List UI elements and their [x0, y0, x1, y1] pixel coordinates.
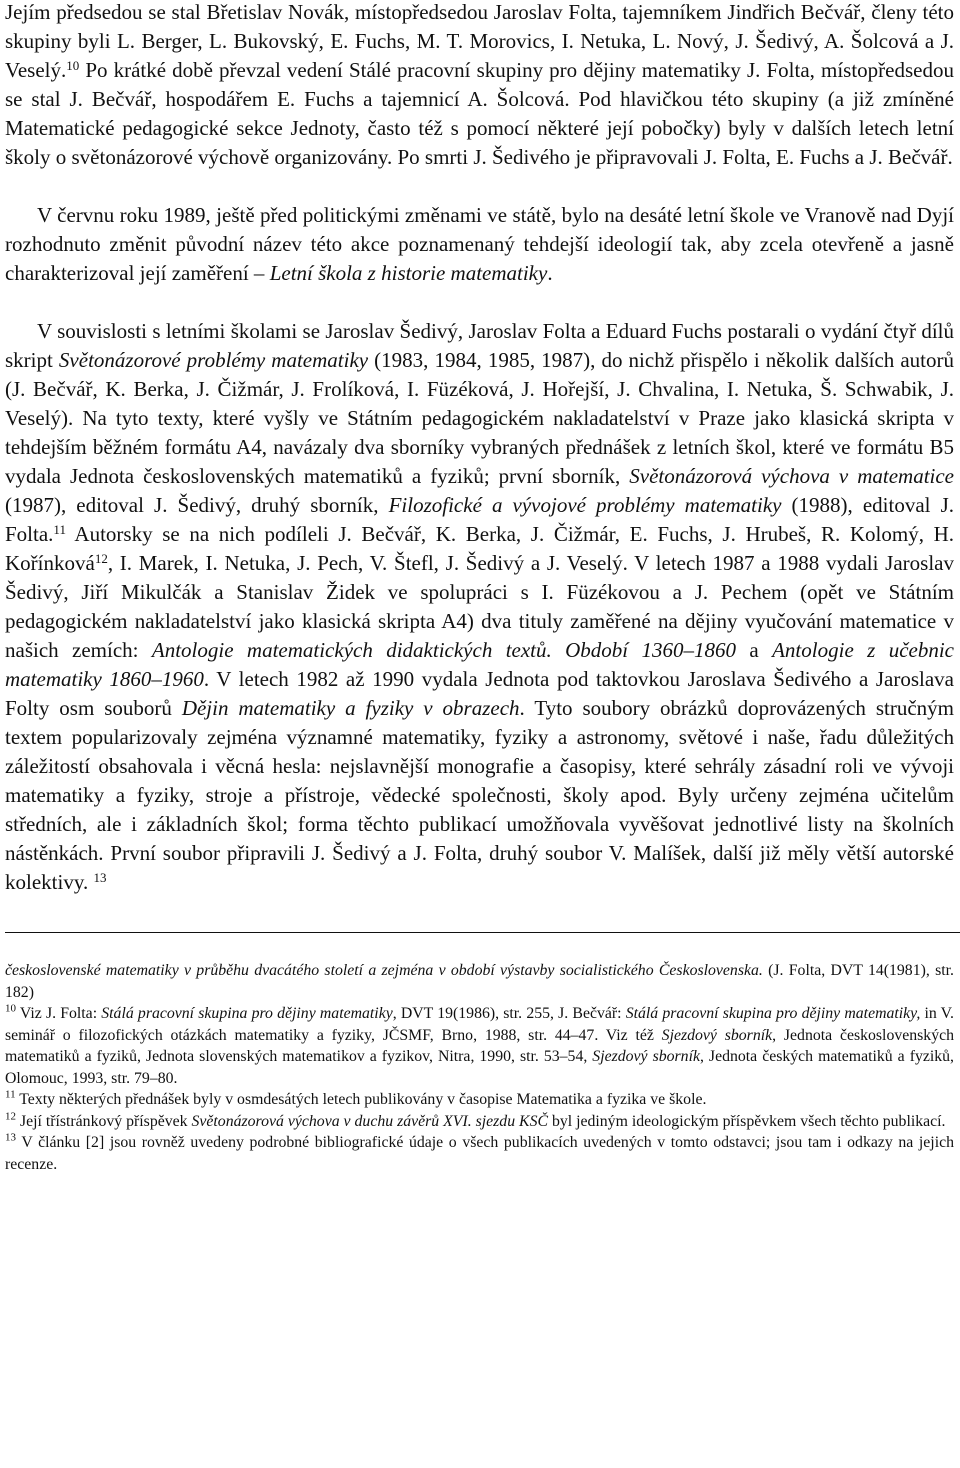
text-run: in V. seminář o filozofických otázkách matematiky a fyziky, JČSMF, Brno, 1988, str. 44–47. Viz též	[5, 1005, 954, 1044]
footnote-10	[5, 1003, 954, 1089]
footnote-marker: 11	[53, 521, 66, 537]
text-run: (1988), editoval J. Folta.	[5, 493, 954, 546]
text-run: Texty některých přednášek byly v osmdesátých letech publikovány v časopise Matematika a fyzika ve škole.	[15, 1091, 707, 1108]
text-run: V souvislosti s letními školami se Jaroslav Šedivý, Jaroslav Folta a Eduard Fuchs postarali o vydání čtyř dílů skript	[5, 319, 954, 372]
italic-title: Sjezdový sborník	[592, 1048, 700, 1065]
footnote-marker: 11	[5, 1088, 16, 1101]
italic-title: Letní škola z historie matematiky	[269, 261, 548, 285]
paragraph-gap	[5, 288, 954, 317]
text-run: Její třístránkový příspěvek	[16, 1112, 192, 1130]
text-run: , Jednota českých matematiků a fyziků, Olomouc, 1993, str. 79–80.	[5, 1048, 954, 1087]
italic-title: Dějin matematiky a fyziky v obrazech	[181, 696, 520, 720]
footnote-13	[5, 1132, 954, 1175]
italic-title: Filozofické a vývojové problémy matematiky	[388, 493, 782, 517]
italic-title: Antologie z učebnic matematiky 1860–1960	[5, 638, 954, 691]
paragraph-2	[5, 201, 954, 288]
italic-title: Antologie matematických didaktických textů. Období 1360–1860	[151, 638, 737, 662]
footnote-marker: 13	[93, 869, 107, 885]
footnote-continuation	[5, 960, 954, 1003]
text-run: (1983, 1984, 1985, 1987), do nichž přispělo i několik dalších autorů (J. Bečvář, K. Berka, J. Čižmár, J. Frolíková, I. Füzéková, J. Hořejší, J. Chvalina, I. Netuka, Š. Schwabik, J. Veselý). Na tyto texty, které vyšly ve Státním pedagogickém nakladatelství v Praze jako klasická skripta v tehdejším běžném formátu A4, navázaly dva sborníky vybraných přednášek z letních škol, které ve formátu B5 vydala Jednota československých matematiků a fyziků; první sborník,	[5, 348, 955, 488]
text-run: . V letech 1982 až 1990 vydala Jednota pod taktovkou Jaroslava Šedivého a Jaroslava Folty osm souborů	[5, 667, 955, 720]
text-run: Autorsky se na nich podíleli J. Bečvář, K. Berka, J. Čižmár, E. Fuchs, J. Hrubeš, R. Kolomý, H. Kořínková	[5, 522, 954, 575]
text-run: , I. Marek, I. Netuka, J. Pech, V. Štefl, J. Šedivý a J. Veselý. V letech 1987 a 1988 vydali Jaroslav Šedivý, Jiří Mikulčák a Stanislav Židek ve spolupráci s I. Füzékovou a J. Pechem (opět ve Státním pedagogickém nakladatelství jako klasická skripta A4) dva tituly zaměřené na dějiny vyučování matematice v našich zemích:	[5, 551, 954, 662]
text-run: (1987), editoval J. Šedivý, druhý sborník,	[5, 493, 389, 517]
text-run: a	[736, 638, 773, 662]
footnote-separator	[5, 932, 960, 933]
italic-title: Sjezdový sborník	[661, 1026, 773, 1044]
text-run: .	[547, 261, 553, 285]
footnote-12	[5, 1111, 954, 1133]
text-run: Jejím předsedou se stal Břetislav Novák, místopředsedou Jaroslav Folta, tajemníkem Jindřich Bečvář, členy této skupiny byli L. Berger, L. Bukovský, E. Fuchs, M. T. Morovics, I. Netuka, L. Nový, J. Šedivý, A. Šolcová a J. Veselý.	[5, 0, 954, 82]
text-run: . Tyto soubory obrázků doprovázených stručným textem popularizovaly zejména významné matematiky, fyziky a astronomy, světové i naše, řadu důležitých záležitostí obsahovala i věcná hesla: nejslavnější monografie a časopisy, které sehrály zásadní roli ve vývoji matematiky a fyziky, stroje a přístroje, vědecké společnosti, školy apod. Byly určeny zejména učitelům středních, ale i základních škol; forma těchto publikací umožňovala vyvěšovat jednotlivé listy na školních nástěnkách. První soubor připravili J. Šedivý a J. Folta, druhý soubor V. Malíšek, další již měly větší autorské kolektivy.	[5, 696, 954, 894]
text-run: , Jednota československých matematiků a fyziků, Jednota slovenských matematikov a fyzikov, Nitra, 1990, str. 53–54,	[5, 1026, 955, 1065]
footnote-marker: 10	[5, 1002, 16, 1015]
paragraph-1	[5, 0, 954, 172]
text-run: byl jediným ideologickým příspěvkem všech těchto publikací.	[548, 1112, 946, 1130]
footnote-marker: 12	[94, 550, 108, 566]
footnote-marker: 12	[5, 1109, 16, 1122]
italic-title: Stálá pracovní skupina pro dějiny matematiky,	[625, 1005, 921, 1022]
italic-title: Světonázorové problémy matematiky	[58, 348, 369, 372]
text-run: , DVT 19(1986), str. 255, J. Bečvář:	[392, 1005, 626, 1022]
text-run: Viz J. Folta:	[16, 1005, 102, 1022]
text-run: V červnu roku 1989, ještě před politickými změnami ve státě, bylo na desáté letní škole ve Vranově nad Dyjí rozhodnuto změnit původní název této akce poznamenaný tehdejší ideologií tak, aby zcela otevřeně a jasně charakterizoval její zaměření –	[5, 203, 954, 285]
text-run: V článku [2] jsou rovněž uvedeny podrobné bibliografické údaje o všech publikacích uvedených v tomto odstavci; jsou tam i odkazy na jejich recenze.	[5, 1134, 954, 1173]
text-run: (J. Folta, DVT 14(1981), str. 182)	[5, 962, 954, 1001]
italic-title: Světonázorová výchova v matematice	[629, 464, 955, 488]
footnote-11	[5, 1089, 954, 1111]
italic-title: Stálá pracovní skupina pro dějiny matematiky	[101, 1005, 393, 1022]
paragraph-gap	[5, 172, 954, 201]
text-run: Po krátké době převzal vedení Stálé pracovní skupiny pro dějiny matematiky J. Folta, místopředsedou se stal J. Bečvář, hospodářem E. Fuchs a tajemnicí A. Šolcová. Pod hlavičkou této skupiny (a již zmíněné Matematické pedagogické sekce Jednoty, často též s pomocí některé její pobočky) byly v dalších letech letní školy o světonázorové výchově organizovány. Po smrti J. Šedivého je připravovali J. Folta, E. Fuchs a J. Bečvář.	[5, 58, 954, 169]
italic-title: československé matematiky v průběhu dvacátého století a zejména v období výstavby socialistického Československa.	[5, 962, 763, 979]
paragraph-3	[5, 317, 954, 897]
italic-title: Světonázorová výchova v duchu závěrů XVI. sjezdu KSČ	[191, 1112, 549, 1130]
footnote-marker: 13	[5, 1131, 16, 1144]
footnote-marker: 10	[66, 57, 80, 73]
footnotes	[5, 960, 954, 1175]
